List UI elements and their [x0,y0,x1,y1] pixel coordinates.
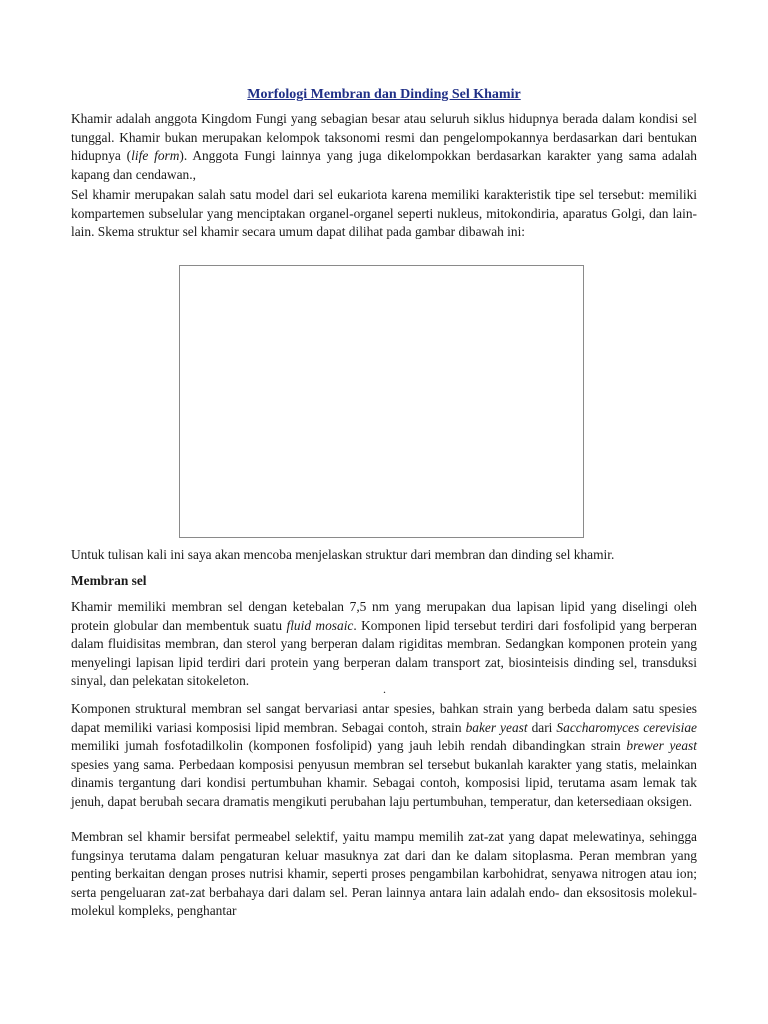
figure-placeholder [179,265,584,538]
paragraph-variation-text-2: dari [527,719,557,735]
paragraph-variation-italic-2: Saccharomyces cerevisiae [556,719,697,735]
paragraph-membrane-text-2: . Komponen lipid tersebut terdiri dari fosfolipid yang berperan dalam fluidisitas membran, dan sterol yang berperan dalam rigiditas membran. Sedangkan komponen protein yang menyelingi lapisan lipid terdiri dari protein yang berperan dalam transport zat, biosinteisis dinding sel, transduksi sinyal, dan pelekatan sitokeleton. [71,617,697,688]
document-title: Morfologi Membran dan Dinding Sel Khamir [247,87,521,102]
paragraph-membrane-function: Membran sel khamir bersifat permeabel selektif, yaitu mampu memilih zat-zat yang dapat melewatinya, sehingga fungsinya terutama dalam pengaturan keluar masuknya zat dari dan ke dalam sitoplasma. Peran membran yang penting berkaitan dengan proses nutrisi khamir, seperti proses pengambilan karbohidrat, senyawa nitrogen atau ion; serta pengeluaran zat-zat berbahaya dari dalam sel. Peran lainnya antara lain adalah endo- dan eksositosis molekul-molekul kompleks, penghantar [71,829,697,918]
paragraph-intro-text-2: ). Anggota Fungi lainnya yang juga dikelompokkan berdasarkan karakter yang sama adalah kapang dan cendawan., [71,148,697,182]
paragraph-membrane-variation [71,700,697,811]
paragraph-variation-italic-3: brewer yeast [626,738,697,753]
paragraph-membrane-italic-1: fluid mosaic [286,617,354,633]
paragraph-membrane-text-1: Khamir memiliki membran sel dengan ketebalan 7,5 nm yang merupakan dua lapisan lipid yang diselingi oleh protein globular dan membentuk suatu [71,599,697,633]
paragraph-membrane-structure [71,598,697,691]
paragraph-purpose: Untuk tulisan kali ini saya akan mencoba menjelaskan struktur dari membran dan dinding sel khamir. [71,547,615,562]
paragraph-intro-italic-1: life form [131,148,180,163]
paragraph-variation-text-3: memiliki jumah fosfotadilkolin (komponen fosfolipid) yang jauh lebih rendah dibandingkan strain [71,738,627,753]
paragraph-variation-italic-1: baker yeast [465,719,528,735]
paragraph-variation-text-1: Komponen struktural membran sel sangat bervariasi antar spesies, bahkan strain yang berbeda dalam satu spesies dapat memiliki variasi komposisi lipid membran. Sebagai contoh, strain [71,701,697,735]
separator-dot: . [383,682,386,696]
paragraph-intro-text-1: Khamir adalah anggota Kingdom Fungi yang sebagian besar atau seluruh siklus hidupnya berada dalam kondisi sel tunggal. Khamir bukan merupakan kelompok taksonomi resmi dan pengelompokannya berdasarkan dari bentukan hidupnya ( [71,111,697,163]
paragraph-variation-text-4: spesies yang sama. Perbedaan komposisi penyusun membran sel tersebut bukanlah karakter yang statis, melainkan dinamis tergantung dari kondisi pertumbuhan khamir. Sebagai contoh, komposisi lipid, terutama asam lemak tak jenuh, dapat berubah secara dramatis mengikuti perubahan laju pertumbuhan, temperatur, dan ketersediaan oksigen. [71,756,697,809]
section-heading-membran-sel: Membran sel [71,573,147,588]
paragraph-cell-model: Sel khamir merupakan salah satu model dari sel eukariota karena memiliki karakteristik tipe sel tersebut: memiliki kompartemen subselular yang menciptakan organel-organel seperti nukleus, mitokondiria, aparatus Golgi, dan lain-lain. Skema struktur sel khamir secara umum dapat dilihat pada gambar dibawah ini: [71,187,697,239]
paragraph-intro [71,110,697,184]
